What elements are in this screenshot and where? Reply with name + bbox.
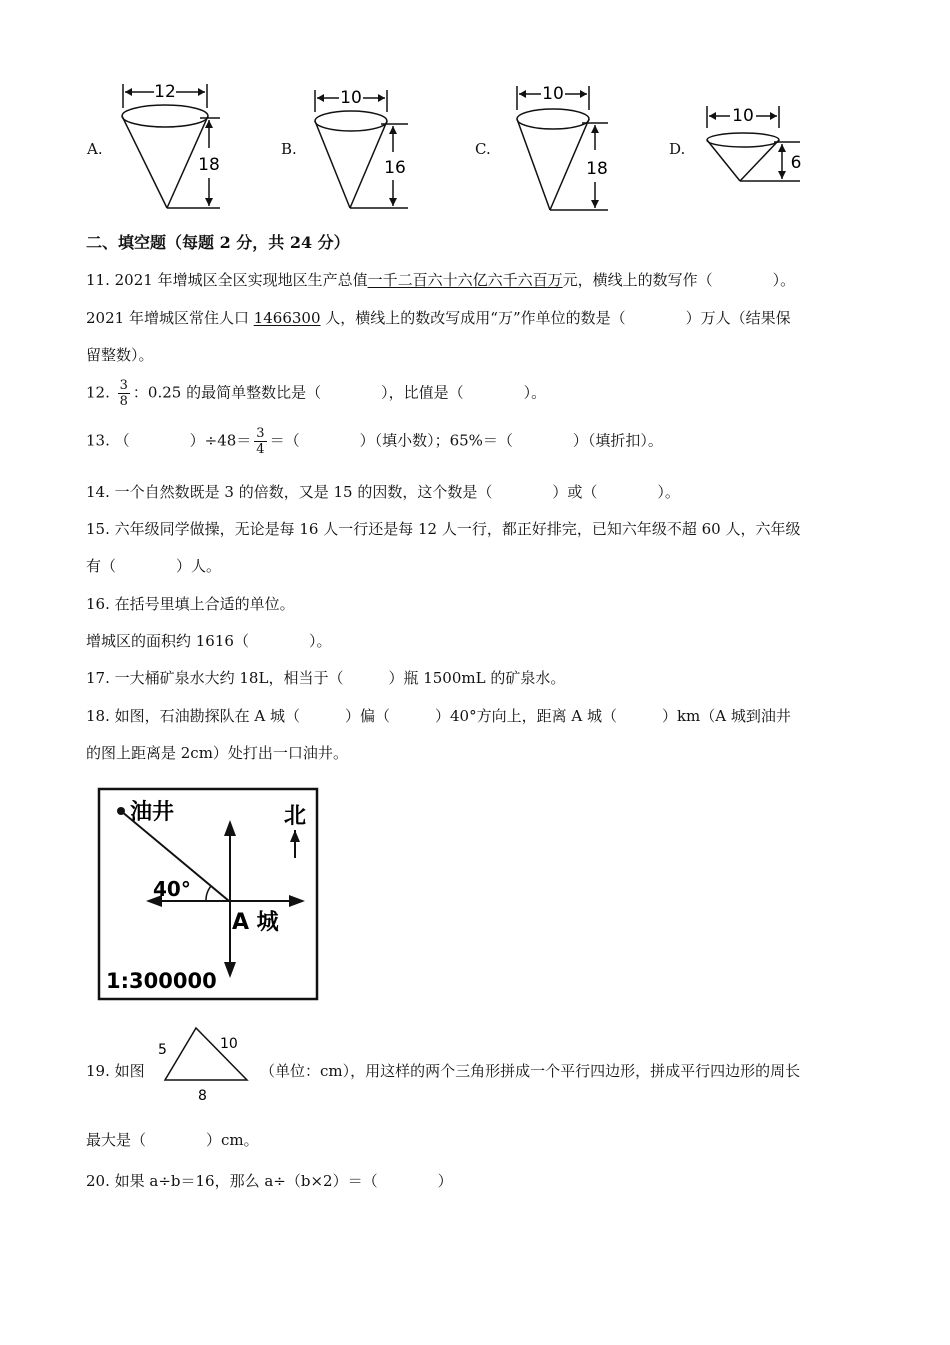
question-14: 14. 一个自然数既是 3 的倍数，又是 15 的因数，这个数是（ ）或（ ）。 [86, 483, 680, 501]
question-11-line2: 2021 年增城区常住人口 1466300 人，横线上的数改写成用“万”作单位的数是（ ）万人（结果保 [86, 309, 791, 327]
cone-d-diameter: 10 [732, 106, 754, 126]
cone-figure-b [306, 84, 416, 216]
question-12: 12. $\frac{3}{8}$ ：0.25 的最简单整数比是（ ），比值是（ ）。 [86, 378, 547, 409]
question-19-suffix: （单位：cm），用这样的两个三角形拼成一个平行四边形，拼成平行四边形的周长 [260, 1062, 801, 1080]
cone-d-height: 6 [790, 153, 802, 173]
north-label: 北 [284, 804, 307, 829]
underlined-number-words: 一千二百六十六亿六千六百万 [367, 271, 563, 289]
option-d-label: D. [669, 140, 686, 158]
triangle-side-b: 10 [220, 1036, 238, 1052]
triangle-figure [154, 1026, 256, 1104]
question-19-prefix: 19. 如图 [86, 1062, 145, 1080]
section-heading: 二、填空题（每题 2 分，共 24 分） [86, 233, 350, 252]
underlined-population: 1466300 [253, 309, 321, 327]
question-17: 17. 一大桶矿泉水大约 18L，相当于（ ）瓶 1500mL 的矿泉水。 [86, 669, 566, 687]
cone-a-height: 18 [198, 155, 220, 175]
direction-map-figure [96, 786, 320, 1002]
cone-b-height: 16 [384, 158, 406, 178]
option-c-label: C. [475, 140, 491, 158]
question-19-line2: 最大是（ ）cm。 [86, 1131, 259, 1149]
fraction-3-4: $\frac{3}{4}$ [256, 426, 265, 457]
cone-b-diameter: 10 [340, 88, 362, 108]
cone-figure-d [700, 100, 812, 186]
question-15-line1: 15. 六年级同学做操，无论是每 16 人一行还是每 12 人一行，都正好排完，已知六年级不超 60 人，六年级 [86, 520, 801, 538]
option-a-label: A. [87, 140, 103, 158]
question-16-line1: 16. 在括号里填上合适的单位。 [86, 595, 295, 613]
oil-well-label: 油井 [130, 800, 175, 825]
question-20: 20. 如果 a÷b＝16，那么 a÷（b×2）＝（ ） [86, 1172, 453, 1190]
option-b-label: B. [281, 140, 297, 158]
question-16-line2: 增城区的面积约 1616（ ）。 [86, 632, 332, 650]
question-13: 13. （ ）÷48＝ $\frac{3}{4}$ ＝（ ）（填小数）；65%＝（ ）（填折扣）。 [86, 426, 663, 457]
cone-figure-a [112, 78, 222, 216]
north-arrow-icon [290, 830, 300, 842]
scale-label: 1:300000 [106, 969, 217, 993]
fraction-3-8: $\frac{3}{8}$ [119, 378, 128, 409]
triangle-side-c: 8 [198, 1088, 207, 1104]
cone-c-diameter: 10 [542, 84, 564, 104]
question-11-line3: 留整数）。 [86, 346, 154, 364]
cone-a-diameter: 12 [154, 82, 176, 102]
city-a-label: A 城 [232, 910, 279, 935]
question-18-line2: 的图上距离是 2cm）处打出一口油井。 [86, 744, 348, 762]
question-15-line2: 有（ ）人。 [86, 557, 222, 575]
triangle-side-a: 5 [158, 1042, 167, 1058]
question-18-line1: 18. 如图，石油勘探队在 A 城（ ）偏（ ）40°方向上，距离 A 城（ ）km（A 城到油井 [86, 707, 791, 725]
question-11-line1: 11. 2021 年增城区全区实现地区生产总值一千二百六十六亿六千六百万元，横线上的数写作（ ）。 [86, 271, 796, 289]
cone-figure-c [508, 80, 618, 216]
cone-c-height: 18 [586, 159, 608, 179]
angle-label: 40° [153, 877, 191, 901]
